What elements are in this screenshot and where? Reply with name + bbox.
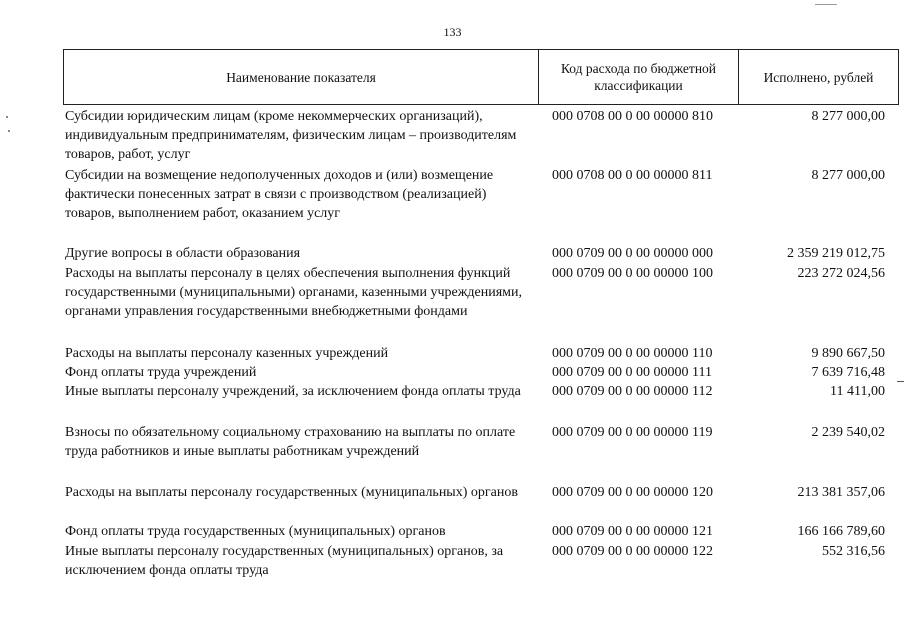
- row-code: 000 0709 00 0 00 00000 120: [552, 485, 713, 500]
- row-name: Расходы на выплаты персоналу в целях обеспечения выполнения функций государственными (муниципальными) органами, казенными учреждениями, органами управления государственными внебюджетными фондами: [65, 266, 522, 320]
- row-code: 000 0709 00 0 00 00000 111: [552, 365, 712, 380]
- row-amount: 552 316,56: [822, 544, 885, 559]
- row-amount: 8 277 000,00: [811, 168, 885, 183]
- row-name: Расходы на выплаты персоналу государственных (муниципальных) органов: [65, 485, 518, 500]
- row-name: Иные выплаты персоналу учреждений, за исключением фонда оплаты труда: [65, 384, 521, 399]
- row-code: 000 0709 00 0 00 00000 112: [552, 384, 713, 399]
- row-name: Фонд оплаты труда государственных (муниципальных) органов: [65, 524, 446, 539]
- page-number: 133: [443, 25, 462, 39]
- row-code: 000 0709 00 0 00 00000 121: [552, 524, 713, 539]
- row-code: 000 0709 00 0 00 00000 122: [552, 544, 713, 559]
- row-name: Субсидии юридическим лицам (кроме некоммерческих организаций), индивидуальным предпринимателям, физическим лицам – производителям товаров, работ, услуг: [65, 109, 517, 163]
- scan-mark: [6, 116, 8, 118]
- scan-mark: [8, 130, 10, 132]
- row-amount: 9 890 667,50: [811, 346, 885, 361]
- header-amount: Исполнено, рублей: [763, 69, 874, 85]
- row-amount: 223 272 024,56: [797, 266, 885, 281]
- header-name: Наименование показателя: [64, 50, 539, 104]
- row-name: Фонд оплаты труда учреждений: [65, 365, 257, 380]
- row-name: Иные выплаты персоналу государственных (муниципальных) органов, за исключением фонда оплаты труда: [65, 544, 504, 579]
- scan-mark: [815, 4, 837, 5]
- row-name: Субсидии на возмещение недополученных доходов и (или) возмещение фактически понесенных затрат в связи с производством (реализацией) товаров, выполнением работ, оказанием услуг: [65, 168, 494, 222]
- row-amount: 213 381 357,06: [797, 485, 885, 500]
- row-name: Расходы на выплаты персоналу казенных учреждений: [65, 346, 389, 361]
- row-amount: 166 166 789,60: [797, 524, 885, 539]
- scan-mark: [897, 381, 904, 382]
- row-code: 000 0709 00 0 00 00000 000: [552, 246, 713, 261]
- row-amount: 2 359 219 012,75: [787, 246, 885, 261]
- row-amount: 7 639 716,48: [811, 365, 885, 380]
- row-code: 000 0708 00 0 00 00000 810: [552, 109, 713, 124]
- row-code: 000 0708 00 0 00 00000 811: [552, 168, 713, 183]
- row-code: 000 0709 00 0 00 00000 100: [552, 266, 713, 281]
- row-amount: 11 411,00: [830, 384, 885, 399]
- row-name: Взносы по обязательному социальному страхованию на выплаты по оплате труда работников и иные выплаты работникам учреждений: [65, 425, 516, 460]
- row-code: 000 0709 00 0 00 00000 110: [552, 346, 713, 361]
- table-header: [63, 49, 899, 105]
- row-code: 000 0709 00 0 00 00000 119: [552, 425, 713, 440]
- row-amount: 2 239 540,02: [811, 425, 885, 440]
- row-amount: 8 277 000,00: [811, 109, 885, 124]
- header-code: Код расхода по бюджетной классификации: [539, 50, 739, 104]
- row-name: Другие вопросы в области образования: [65, 246, 301, 261]
